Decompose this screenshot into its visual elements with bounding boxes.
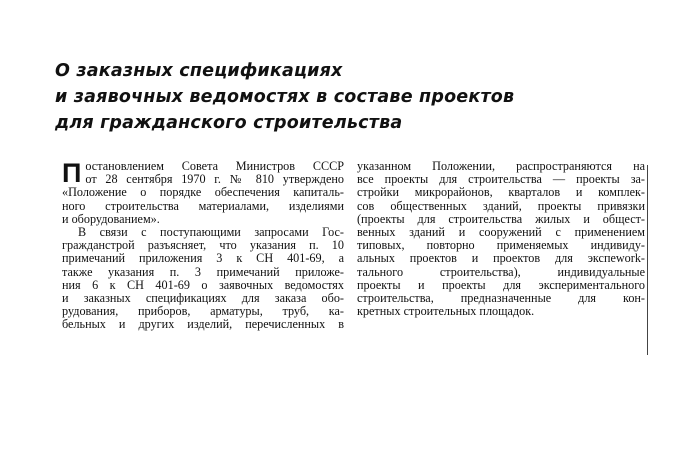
text-line: кретных строительных площадок. xyxy=(357,305,535,319)
text-line: тального строительства), индивидуальные xyxy=(357,265,645,279)
text-line: гражданстрой разъясняет, что указания п. 10 xyxy=(62,239,344,253)
article-title xyxy=(55,58,514,136)
text-line: и заказных спецификациях для заказа обо- xyxy=(62,291,344,305)
text-line: «Положение о порядке обеспечения капиталь- xyxy=(62,186,344,200)
text-line: ния 6 к СН 401-69 о заявочных ведомостях xyxy=(62,278,344,292)
title-line: для гражданского строительства xyxy=(55,113,403,133)
text-line: ного строительства материалами, изделиями xyxy=(62,199,344,213)
text-line: типовых, повторно применяемых индивиду- xyxy=(357,239,645,253)
text-line: от 28 сентября 1970 г. № 810 утверждено xyxy=(85,173,344,187)
text-line: также указания п. 3 примечаний приложе- xyxy=(62,265,344,279)
text-line: проекты и проекты для экспериментального xyxy=(357,278,645,292)
text-line: (проекты для строительства жилых и общест- xyxy=(357,212,645,226)
text-line: сов общественных зданий, проекты привязки xyxy=(357,199,645,213)
text-line: и оборудованием». xyxy=(62,212,160,226)
title-line: и заявочных ведомостях в составе проектов xyxy=(55,87,515,107)
text-line: бельных и других изделий, перечисленных в xyxy=(62,318,344,332)
text-line: венных зданий и сооружений с применением xyxy=(357,225,645,239)
text-line: примечаний приложения 3 к СН 401-69, а xyxy=(62,252,344,266)
text-line: остановлением Совета Министров СССР xyxy=(85,160,344,173)
text-line: В связи с поступающими запросами Гос- xyxy=(78,225,344,239)
text-line: строительства, предназначенные для кон- xyxy=(357,291,645,305)
text-line: все проекты для строительства — проекты за- xyxy=(357,173,645,187)
text-line: рудования, приборов, арматуры, труб, ка- xyxy=(62,305,344,319)
drop-cap: П xyxy=(62,158,82,188)
title-line: О заказных спецификациях xyxy=(55,61,343,81)
scan-edge-line xyxy=(647,165,648,355)
text-line: указанном Положении, распространяются на xyxy=(357,160,645,173)
left-column xyxy=(62,160,344,331)
right-column xyxy=(357,160,645,318)
text-line: стройки микрорайонов, кварталов и комплек- xyxy=(357,186,645,200)
text-line: альных проектов и проектов для экспеwork- xyxy=(357,252,645,266)
